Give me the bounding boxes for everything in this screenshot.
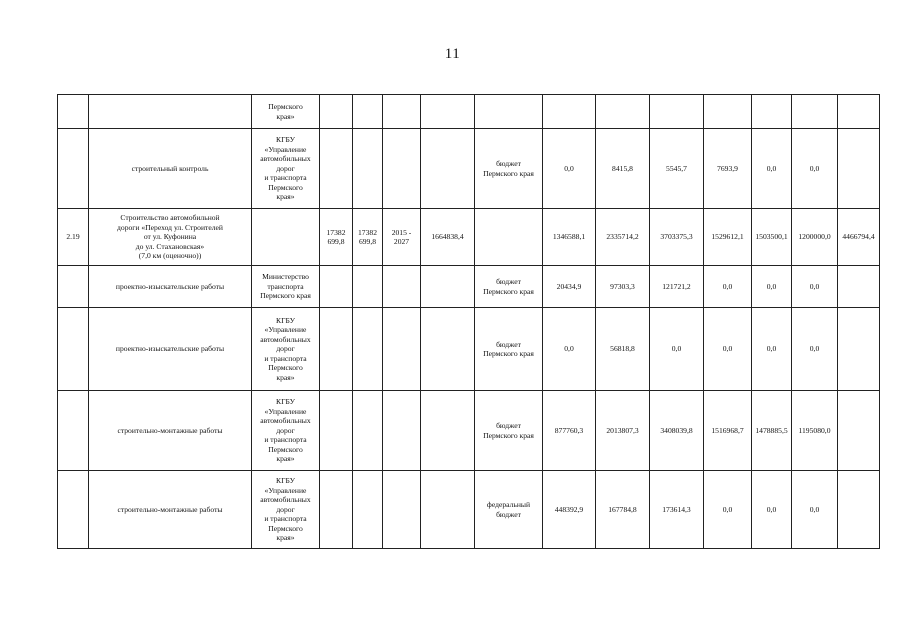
cost-cell	[320, 95, 353, 129]
value-cell	[704, 95, 752, 129]
value-cell: 0,0	[704, 308, 752, 391]
cost-cell	[320, 471, 353, 549]
source-cell: бюджет Пермского края	[475, 391, 543, 471]
source-cell: бюджет Пермского края	[475, 308, 543, 391]
table-row	[58, 266, 880, 308]
executor-cell: КГБУ «Управление автомобильных дорог и транспорта Пермского края»	[252, 471, 320, 549]
value-cell	[838, 129, 880, 209]
budget-table	[57, 94, 880, 549]
value-cell	[838, 471, 880, 549]
period-cell	[383, 129, 421, 209]
value-cell: 1529612,1	[704, 209, 752, 266]
executor-cell: КГБУ «Управление автомобильных дорог и транспорта Пермского края»	[252, 391, 320, 471]
value-cell	[838, 391, 880, 471]
source-cell: бюджет Пермского края	[475, 129, 543, 209]
period-cell	[383, 391, 421, 471]
value-cell: 56818,8	[596, 308, 650, 391]
cost-cell	[320, 266, 353, 308]
source-cell: бюджет Пермского края	[475, 266, 543, 308]
table-row	[58, 391, 880, 471]
table-body	[58, 95, 880, 549]
cost-cell	[353, 129, 383, 209]
value-cell: 0,0	[752, 471, 792, 549]
table-row	[58, 308, 880, 391]
value-cell: 0,0	[792, 471, 838, 549]
value-cell: 0,0	[792, 266, 838, 308]
cost-cell	[353, 471, 383, 549]
page-number: 11	[444, 46, 461, 62]
work-name-cell: строительно-монтажные работы	[89, 471, 252, 549]
value-cell: 1516968,7	[704, 391, 752, 471]
period-cell	[383, 95, 421, 129]
value-cell: 5545,7	[650, 129, 704, 209]
value-cell: 0,0	[543, 129, 596, 209]
row-number-cell	[58, 471, 89, 549]
cost-cell	[353, 95, 383, 129]
cost-cell	[353, 391, 383, 471]
value-cell: 3408039,8	[650, 391, 704, 471]
value-cell	[752, 95, 792, 129]
value-cell: 2335714,2	[596, 209, 650, 266]
sum-cell	[421, 391, 475, 471]
value-cell: 1478885,5	[752, 391, 792, 471]
value-cell: 1200000,0	[792, 209, 838, 266]
work-name-cell: строительный контроль	[89, 129, 252, 209]
value-cell	[792, 95, 838, 129]
value-cell: 0,0	[752, 129, 792, 209]
executor-cell: КГБУ «Управление автомобильных дорог и транспорта Пермского края»	[252, 129, 320, 209]
value-cell: 0,0	[792, 308, 838, 391]
work-name-cell: проектно-изыскательские работы	[89, 266, 252, 308]
value-cell: 167784,8	[596, 471, 650, 549]
value-cell: 877760,3	[543, 391, 596, 471]
period-cell	[383, 471, 421, 549]
value-cell: 97303,3	[596, 266, 650, 308]
value-cell: 4466794,4	[838, 209, 880, 266]
value-cell: 0,0	[704, 471, 752, 549]
value-cell: 0,0	[752, 266, 792, 308]
cost-cell	[353, 308, 383, 391]
value-cell	[543, 95, 596, 129]
executor-cell: Пермского края»	[252, 95, 320, 129]
row-number-cell	[58, 391, 89, 471]
sum-cell: 1664838,4	[421, 209, 475, 266]
period-cell: 2015 - 2027	[383, 209, 421, 266]
sum-cell	[421, 266, 475, 308]
row-number-cell	[58, 308, 89, 391]
work-name-cell: строительно-монтажные работы	[89, 391, 252, 471]
row-number-cell: 2.19	[58, 209, 89, 266]
value-cell: 2013807,3	[596, 391, 650, 471]
value-cell: 7693,9	[704, 129, 752, 209]
executor-cell: Министерство транспорта Пермского края	[252, 266, 320, 308]
cost-cell	[320, 308, 353, 391]
sum-cell	[421, 471, 475, 549]
value-cell: 3703375,3	[650, 209, 704, 266]
source-cell: федеральный бюджет	[475, 471, 543, 549]
value-cell: 0,0	[792, 129, 838, 209]
value-cell	[650, 95, 704, 129]
value-cell: 0,0	[704, 266, 752, 308]
sum-cell	[421, 308, 475, 391]
work-name-cell: проектно-изыскательские работы	[89, 308, 252, 391]
row-number-cell	[58, 266, 89, 308]
sum-cell	[421, 95, 475, 129]
table-row	[58, 471, 880, 549]
value-cell: 121721,2	[650, 266, 704, 308]
cost-cell: 17382 699,8	[353, 209, 383, 266]
cost-cell: 17382 699,8	[320, 209, 353, 266]
value-cell: 1503500,1	[752, 209, 792, 266]
value-cell: 448392,9	[543, 471, 596, 549]
value-cell: 0,0	[650, 308, 704, 391]
value-cell: 0,0	[752, 308, 792, 391]
value-cell: 0,0	[543, 308, 596, 391]
sum-cell	[421, 129, 475, 209]
cost-cell	[320, 391, 353, 471]
period-cell	[383, 308, 421, 391]
value-cell: 1195080,0	[792, 391, 838, 471]
table-row	[58, 95, 880, 129]
table-row	[58, 209, 880, 266]
work-name-cell	[89, 95, 252, 129]
executor-cell	[252, 209, 320, 266]
value-cell	[596, 95, 650, 129]
value-cell	[838, 308, 880, 391]
row-number-cell	[58, 129, 89, 209]
table-row	[58, 129, 880, 209]
executor-cell: КГБУ «Управление автомобильных дорог и транспорта Пермского края»	[252, 308, 320, 391]
period-cell	[383, 266, 421, 308]
value-cell	[838, 266, 880, 308]
value-cell: 20434,9	[543, 266, 596, 308]
value-cell: 8415,8	[596, 129, 650, 209]
row-number-cell	[58, 95, 89, 129]
work-name-cell: Строительство автомобильной дороги «Переход ул. Строителей от ул. Куфонина до ул. Стахановская» (7,0 км (оценочно))	[89, 209, 252, 266]
source-cell	[475, 209, 543, 266]
cost-cell	[353, 266, 383, 308]
source-cell	[475, 95, 543, 129]
value-cell	[838, 95, 880, 129]
value-cell: 1346588,1	[543, 209, 596, 266]
value-cell: 173614,3	[650, 471, 704, 549]
cost-cell	[320, 129, 353, 209]
